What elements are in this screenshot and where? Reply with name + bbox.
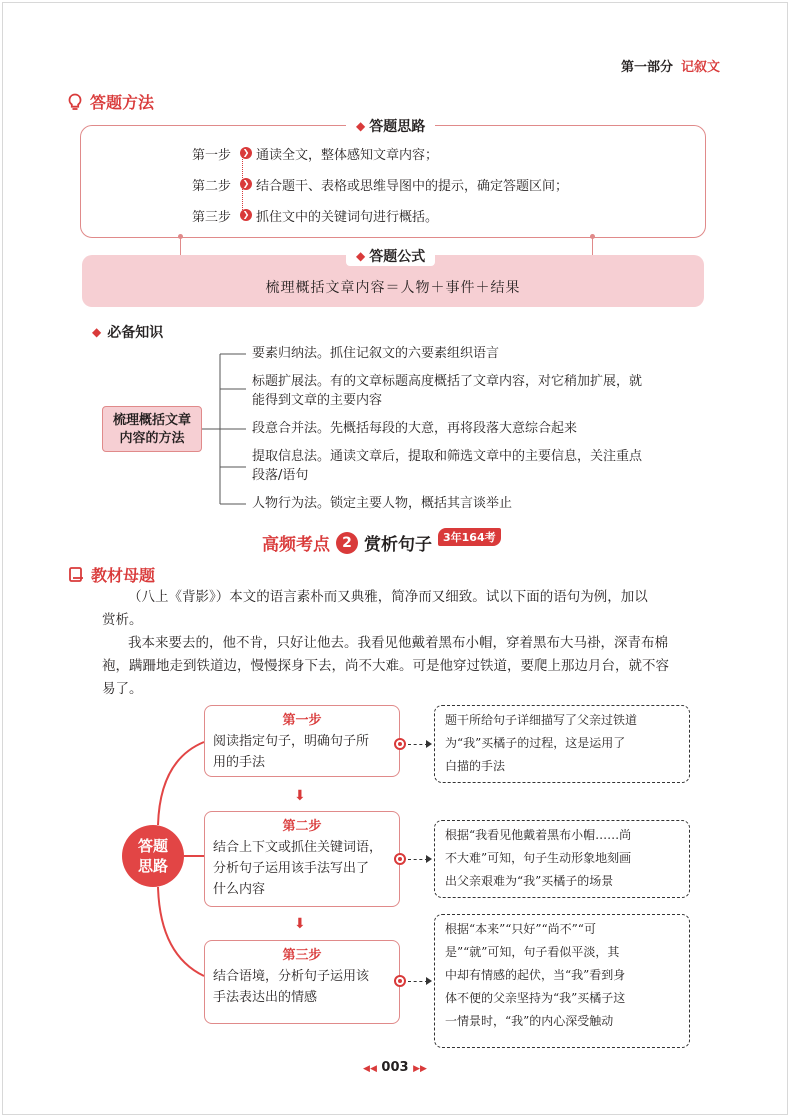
book-icon: [68, 566, 85, 583]
double-left-arrow-icon: ◀◀: [363, 1064, 377, 1074]
page-number: ◀◀ 003 ▶▶: [363, 1060, 427, 1075]
method-item: 提取信息法。通读文章后，提取和筛选文章中的主要信息，关注重点 段落/语句: [252, 449, 643, 483]
step-3: 第三步 ❯ 抓住文中的关键词句进行概括。: [192, 209, 439, 225]
step-1: 第一步 ❯ 通读全文，整体感知文章内容；: [192, 147, 439, 163]
dashed-arrow: [408, 744, 428, 745]
flame-number-icon: 2: [336, 532, 358, 554]
target-icon: [394, 738, 406, 750]
lightbulb-icon: [66, 93, 84, 111]
method-item: 要素归纳法。抓住记叙文的六要素组织语言: [252, 346, 500, 361]
step-2: 第二步 ❯ 结合题干、表格或思维导图中的提示，确定答题区间；: [192, 178, 569, 194]
method-root: 梳理概括文章 内容的方法: [102, 406, 202, 452]
arrow-right-icon: [426, 855, 432, 863]
method-item: 段意合并法。先概括每段的大意，再将段落大意综合起来: [252, 421, 578, 436]
thinking-center-node: 答题 思路: [122, 825, 184, 887]
diamond-icon: ◆: [356, 119, 366, 133]
flow-result-2: 根据“我看见他戴着黑布小帽……尚 不大难”可知，句子生动形象地刻画 出父亲艰难为“我”买橘子的场景: [434, 820, 690, 898]
diamond-icon: ◆: [356, 249, 366, 263]
formula-label: ◆ 答题公式: [346, 246, 435, 266]
thinking-label: ◆ 答题思路: [346, 116, 435, 136]
flow-step-2: 第二步 结合上下文或抓住关键词语， 分析句子运用该手法写出了 什么内容: [204, 811, 400, 907]
dashed-arrow: [408, 859, 428, 860]
double-right-arrow-icon: ▶▶: [413, 1064, 427, 1074]
down-arrow-icon: ⬇: [294, 916, 306, 932]
question-text: （八上《背影》）本文的语言素朴而又典雅，简净而又细致。试以下面的语句为例，加以 赏析。: [102, 589, 648, 628]
header-topic: 记叙文: [680, 60, 720, 75]
chevron-right-icon: ❯: [240, 178, 252, 190]
flow-result-3: 根据“本来”“只好”“尚不”“可 是”“就”可知，句子看似平淡，其 中却有情感的起伏，当“我”看到身 体不便的父亲坚持为“我”买橘子这 一情景时，“我”的内心深受触动: [434, 914, 690, 1048]
flow-step-3: 第三步 结合语境，分析句子运用该 手法表达出的情感: [204, 940, 400, 1024]
target-icon: [394, 853, 406, 865]
quote-text: 我本来要去的，他不肯，只好让他去。我看见他戴着黑布小帽，穿着黑布大马褂，深青布棉 袍，蹒跚地走到铁道边，慢慢探身下去，尚不大难。可是他穿过铁道，要爬上那边月台，就不容 易了。: [102, 635, 669, 697]
arrow-right-icon: [426, 740, 432, 748]
dashed-arrow: [408, 981, 428, 982]
frequency-badge: 3年164考: [438, 528, 501, 546]
header-part: 第一部分: [620, 60, 673, 75]
method-item: 标题扩展法。有的文章标题高度概括了文章内容，对它稍加扩展，就 能得到文章的主要内容: [252, 374, 643, 408]
diamond-icon: ◆: [92, 325, 102, 339]
arrow-right-icon: [426, 977, 432, 985]
chevron-right-icon: ❯: [240, 147, 252, 159]
answer-method-title: 答题方法: [66, 90, 154, 113]
knowledge-tree-lines: [200, 345, 260, 515]
textbook-title: 教材母题: [68, 563, 155, 586]
down-arrow-icon: ⬇: [294, 788, 306, 804]
flow-result-1: 题干所给句子详细描写了父亲过铁道 为“我”买橘子的过程，这是运用了 白描的手法: [434, 705, 690, 783]
method-item: 人物行为法。锁定主要人物，概括其言谈举止: [252, 496, 513, 511]
chevron-right-icon: ❯: [240, 209, 252, 221]
target-icon: [394, 975, 406, 987]
page-header: [621, 56, 720, 75]
flow-step-1: 第一步 阅读指定句子，明确句子所 用的手法: [204, 705, 400, 777]
knowledge-title: ◆ 必备知识: [92, 325, 164, 341]
hot-point-heading: 高频考点 2 赏析句子 3年164考: [262, 530, 501, 555]
formula-text: 梳理概括文章内容＝人物＋事件＋结果: [265, 280, 521, 296]
